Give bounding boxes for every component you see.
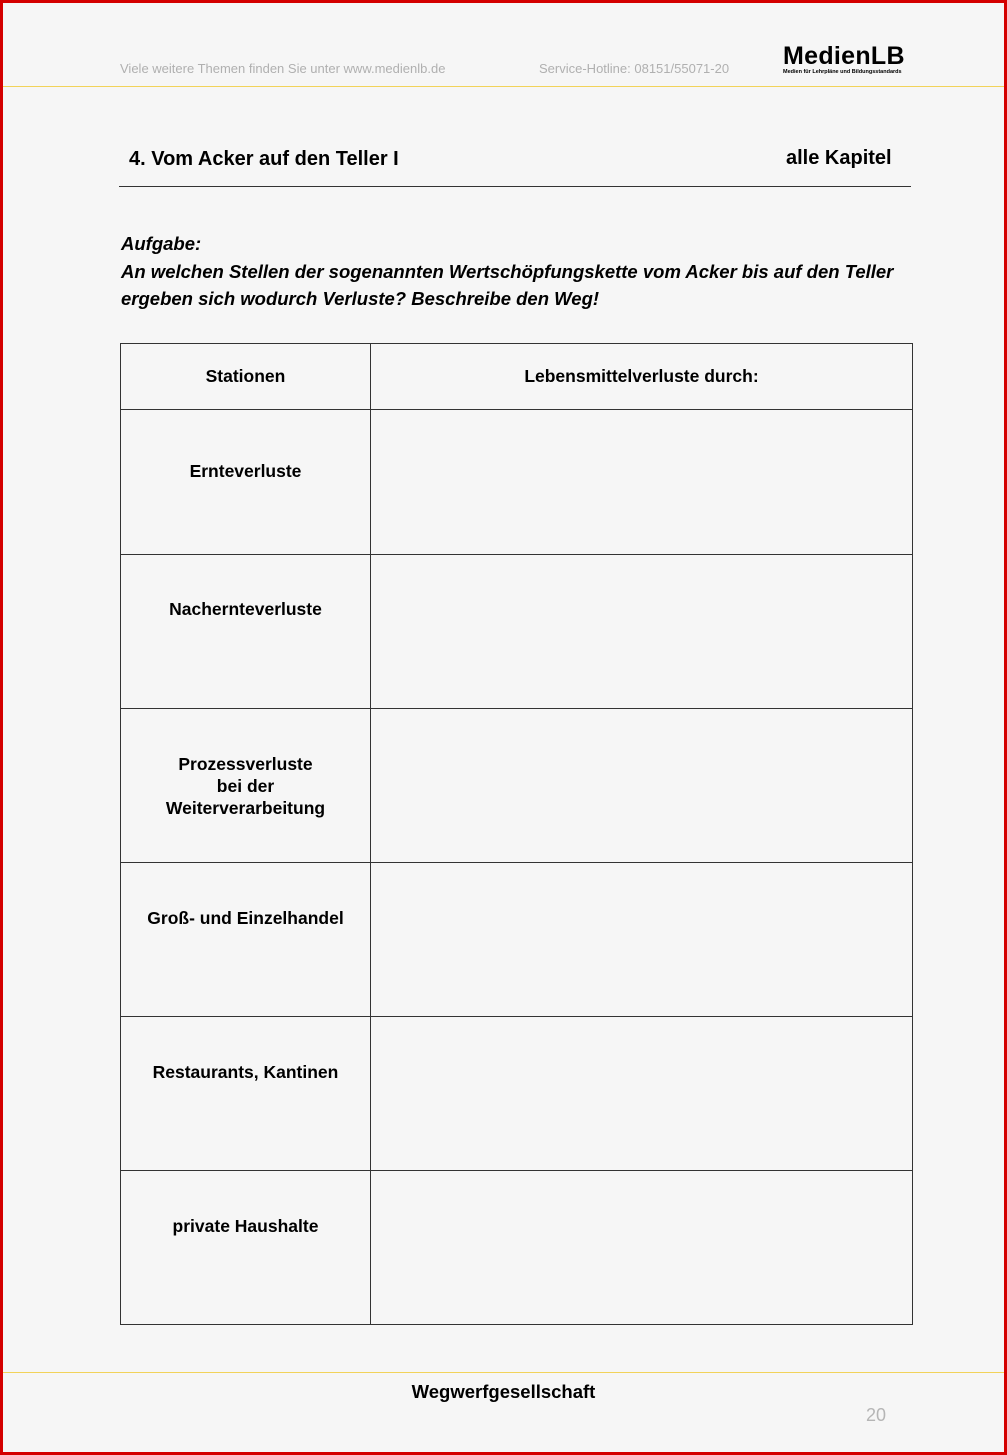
worksheet-table xyxy=(120,343,913,1325)
table-header-row xyxy=(121,344,913,410)
station-label: Ernteverluste xyxy=(189,461,302,481)
task-text: An welchen Stellen der sogenannten Wertschöpfungskette vom Acker bis auf den Teller ergeben sich wodurch Verluste? Beschreibe den Weg! xyxy=(121,260,894,309)
header-hotline-text: Service-Hotline: 08151/55071-20 xyxy=(539,61,730,76)
station-label: Nachernteverluste xyxy=(169,599,322,619)
table-row xyxy=(121,555,913,709)
station-cell xyxy=(121,863,371,1017)
title-divider xyxy=(119,186,911,187)
footer-title: Wegwerfgesellschaft xyxy=(411,1381,596,1402)
answer-cell[interactable] xyxy=(371,410,913,555)
chapter-label: alle Kapitel xyxy=(786,147,892,169)
answer-cell[interactable] xyxy=(371,1171,913,1325)
answer-cell[interactable] xyxy=(371,709,913,863)
header-website-text: Viele weitere Themen finden Sie unter www.medienlb.de xyxy=(120,61,446,76)
station-cell xyxy=(121,1017,371,1171)
page-number: 20 xyxy=(866,1405,887,1425)
column-header-stationen: Stationen xyxy=(121,344,371,410)
logo-brand: MedienLB xyxy=(783,42,905,70)
answer-cell[interactable] xyxy=(371,863,913,1017)
page-title: 4. Vom Acker auf den Teller I xyxy=(129,148,399,170)
station-cell xyxy=(121,709,371,863)
station-label: private Haushalte xyxy=(172,1216,319,1236)
station-cell xyxy=(121,410,371,555)
column-header-verluste: Lebensmittelverluste durch: xyxy=(371,344,913,410)
task-block xyxy=(121,230,911,313)
station-label: Restaurants, Kantinen xyxy=(152,1062,339,1082)
station-label: Groß- und Einzelhandel xyxy=(147,908,344,928)
table-row xyxy=(121,410,913,555)
table-row xyxy=(121,863,913,1017)
table-row xyxy=(121,709,913,863)
logo-tagline: Medien für Lehrpläne und Bildungsstandards xyxy=(783,69,902,75)
table-row xyxy=(121,1171,913,1325)
header-rule xyxy=(3,86,1004,87)
station-cell xyxy=(121,1171,371,1325)
table-row xyxy=(121,1017,913,1171)
answer-cell[interactable] xyxy=(371,1017,913,1171)
task-label: Aufgabe: xyxy=(121,233,202,254)
answer-cell[interactable] xyxy=(371,555,913,709)
medienlb-logo xyxy=(783,44,923,75)
station-label: Prozessverluste bei der Weiterverarbeitung xyxy=(165,754,326,818)
station-cell xyxy=(121,555,371,709)
footer-rule xyxy=(3,1372,1004,1373)
